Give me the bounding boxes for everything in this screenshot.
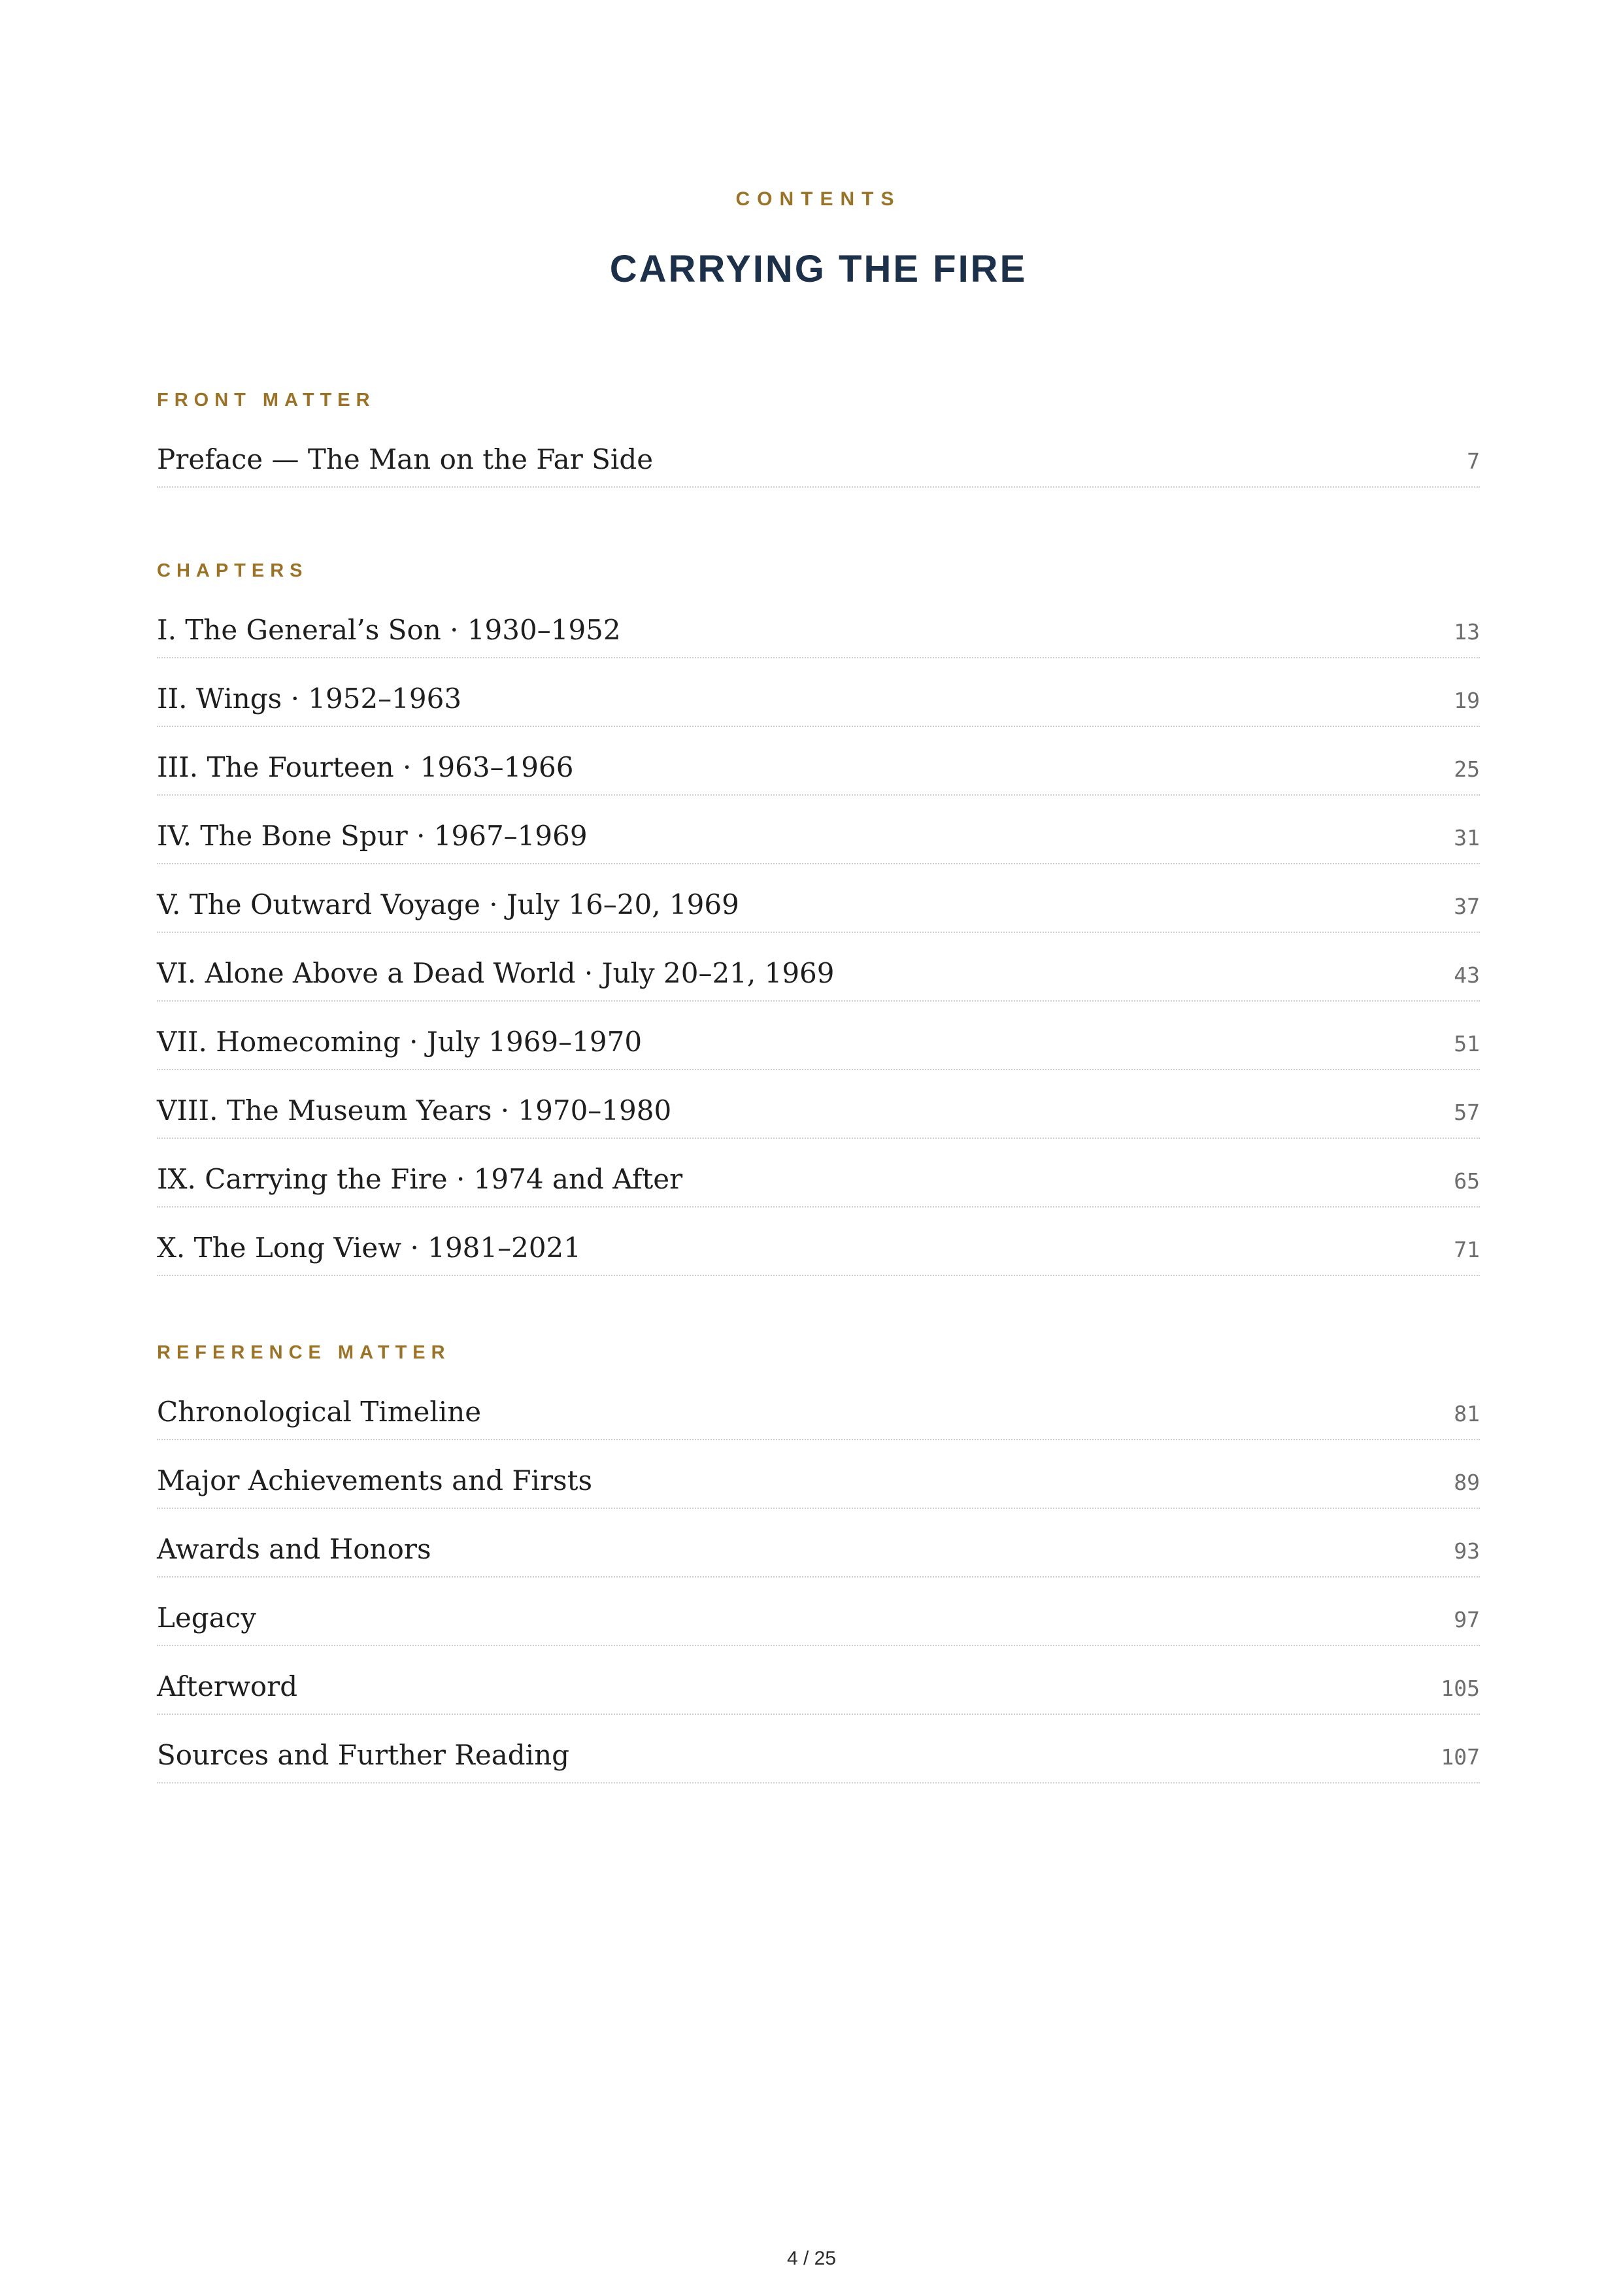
toc-entry-title[interactable]: Major Achievements and Firsts [157, 1464, 593, 1496]
toc-row[interactable] [157, 1398, 1480, 1440]
toc-page-number: 13 [1454, 619, 1480, 645]
toc-entry-title[interactable]: Chronological Timeline [157, 1396, 482, 1428]
toc-row[interactable] [157, 1028, 1480, 1070]
toc-entry-title[interactable]: III. The Fourteen · 1963–1966 [157, 751, 574, 783]
toc-page-number: 51 [1454, 1031, 1480, 1056]
toc-entry-title[interactable]: IX. Carrying the Fire · 1974 and After [157, 1163, 683, 1195]
toc-row[interactable] [157, 1670, 1480, 1715]
toc-page-number: 97 [1454, 1607, 1480, 1632]
toc-entry-title[interactable]: II. Wings · 1952–1963 [157, 683, 462, 715]
toc-entry-title[interactable]: Awards and Honors [157, 1533, 431, 1565]
toc-row[interactable] [157, 616, 1480, 658]
section-front-matter [157, 388, 1480, 515]
toc-row[interactable] [157, 751, 1480, 796]
toc-row[interactable] [157, 443, 1480, 488]
section-label-front-matter: FRONT MATTER [157, 390, 376, 411]
section-label-reference-matter: REFERENCE MATTER [157, 1342, 451, 1363]
toc-page-number: 93 [1454, 1538, 1480, 1564]
toc-row[interactable] [157, 1094, 1480, 1139]
toc-row[interactable] [157, 1533, 1480, 1578]
toc-entry-title[interactable]: VIII. The Museum Years · 1970–1980 [157, 1094, 672, 1126]
section-chapters [157, 559, 1480, 1303]
section-label-chapters: CHAPTERS [157, 560, 309, 581]
toc-page-number: 37 [1454, 894, 1480, 919]
toc-page-number: 31 [1454, 825, 1480, 851]
toc-row[interactable] [157, 685, 1480, 727]
toc-page-number: 43 [1454, 962, 1480, 988]
toc-page-number: 81 [1454, 1401, 1480, 1427]
toc-entry-title[interactable]: V. The Outward Voyage · July 16–20, 1969 [157, 888, 739, 920]
toc-entry-title[interactable]: Preface — The Man on the Far Side [157, 443, 654, 475]
section-reference-matter [157, 1341, 1480, 1810]
toc-row[interactable] [157, 888, 1480, 933]
toc-row[interactable] [157, 822, 1480, 864]
toc-entry-title[interactable]: Legacy [157, 1602, 256, 1634]
toc-row[interactable] [157, 957, 1480, 1002]
toc-row[interactable] [157, 1163, 1480, 1207]
toc-entry-title[interactable]: X. The Long View · 1981–2021 [157, 1232, 581, 1264]
toc-row[interactable] [157, 1464, 1480, 1509]
toc-page-number: 89 [1454, 1470, 1480, 1495]
toc-entry-title[interactable]: VII. Homecoming · July 1969–1970 [157, 1026, 643, 1058]
toc-page-number: 19 [1454, 688, 1480, 713]
toc-row[interactable] [157, 1739, 1480, 1783]
toc-page-number: 71 [1454, 1237, 1480, 1262]
toc-entry-title[interactable]: Sources and Further Reading [157, 1739, 570, 1771]
toc-page-number: 57 [1454, 1100, 1480, 1125]
toc-page-number: 105 [1441, 1676, 1480, 1701]
document-title: CARRYING THE FIRE [609, 248, 1028, 290]
contents-eyebrow: CONTENTS [735, 188, 901, 210]
page-indicator: 4 / 25 [786, 2248, 837, 2269]
toc-entry-title[interactable]: Afterword [157, 1670, 298, 1702]
toc-page-number: 25 [1454, 756, 1480, 782]
toc-page-number: 7 [1467, 448, 1480, 474]
toc-row[interactable] [157, 1234, 1480, 1276]
toc-entry-title[interactable]: I. The General’s Son · 1930–1952 [157, 614, 621, 646]
toc-row[interactable] [157, 1604, 1480, 1646]
toc-page-number: 107 [1441, 1744, 1480, 1770]
toc-entry-title[interactable]: VI. Alone Above a Dead World · July 20–21, 1969 [157, 957, 835, 989]
toc-entry-title[interactable]: IV. The Bone Spur · 1967–1969 [157, 820, 588, 852]
toc-page-number: 65 [1454, 1168, 1480, 1194]
